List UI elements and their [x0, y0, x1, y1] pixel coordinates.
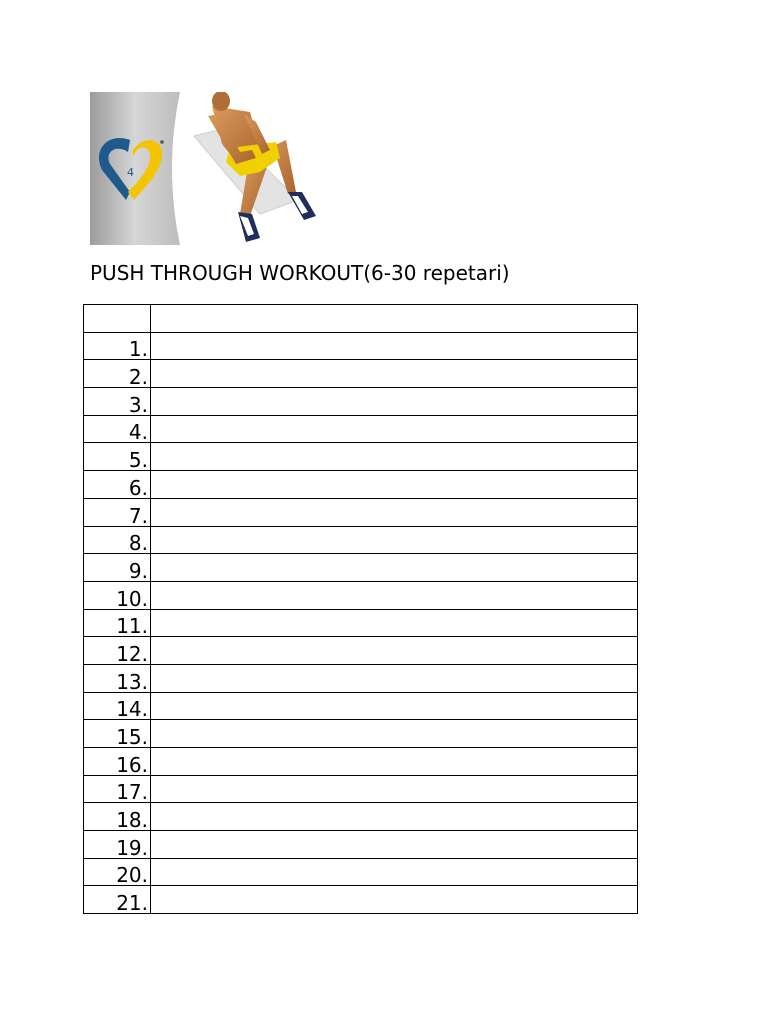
row-exercise-cell	[151, 388, 638, 416]
row-number: 17.	[84, 775, 151, 803]
seated-exercise-figure-icon	[194, 92, 316, 242]
row-exercise-cell	[151, 637, 638, 665]
row-exercise-cell	[151, 748, 638, 776]
table-row	[84, 664, 638, 692]
table-row	[84, 692, 638, 720]
table-row	[84, 360, 638, 388]
document-title: PUSH THROUGH WORKOUT(6-30 repetari)	[90, 261, 510, 285]
row-number: 10.	[84, 581, 151, 609]
table-row	[84, 471, 638, 499]
row-number: 4.	[84, 415, 151, 443]
row-exercise-cell	[151, 498, 638, 526]
table-row	[84, 609, 638, 637]
row-number: 5.	[84, 443, 151, 471]
row-exercise-cell	[151, 415, 638, 443]
row-exercise-cell	[151, 471, 638, 499]
table-row	[84, 886, 638, 914]
row-exercise-cell	[151, 360, 638, 388]
row-number: 21.	[84, 886, 151, 914]
header-image	[90, 92, 340, 245]
table-row	[84, 498, 638, 526]
row-number: 20.	[84, 858, 151, 886]
row-number: 13.	[84, 664, 151, 692]
row-number: 8.	[84, 526, 151, 554]
row-number: 1.	[84, 332, 151, 360]
workout-table	[83, 304, 638, 914]
row-number: 14.	[84, 692, 151, 720]
row-number: 6.	[84, 471, 151, 499]
table-row	[84, 720, 638, 748]
row-exercise-cell	[151, 332, 638, 360]
row-number: 9.	[84, 554, 151, 582]
row-exercise-cell	[151, 720, 638, 748]
row-number: 12.	[84, 637, 151, 665]
row-number: 3.	[84, 388, 151, 416]
table-row	[84, 748, 638, 776]
row-exercise-cell	[151, 692, 638, 720]
table-row	[84, 526, 638, 554]
table-row	[84, 332, 638, 360]
row-exercise-cell	[151, 609, 638, 637]
table-header-cell-exercise	[151, 305, 638, 333]
row-exercise-cell	[151, 554, 638, 582]
svg-text:4: 4	[127, 166, 134, 179]
row-exercise-cell	[151, 775, 638, 803]
table-row	[84, 858, 638, 886]
table-row	[84, 775, 638, 803]
row-exercise-cell	[151, 443, 638, 471]
row-exercise-cell	[151, 803, 638, 831]
row-exercise-cell	[151, 858, 638, 886]
table-header-row	[84, 305, 638, 333]
table-row	[84, 803, 638, 831]
table-row	[84, 554, 638, 582]
table-row	[84, 388, 638, 416]
table-row	[84, 443, 638, 471]
table-row	[84, 415, 638, 443]
row-exercise-cell	[151, 831, 638, 859]
table-row	[84, 831, 638, 859]
table-row	[84, 581, 638, 609]
row-exercise-cell	[151, 526, 638, 554]
row-number: 16.	[84, 748, 151, 776]
row-exercise-cell	[151, 886, 638, 914]
row-exercise-cell	[151, 581, 638, 609]
row-number: 11.	[84, 609, 151, 637]
table-row	[84, 637, 638, 665]
row-number: 19.	[84, 831, 151, 859]
row-number: 15.	[84, 720, 151, 748]
row-number: 18.	[84, 803, 151, 831]
row-exercise-cell	[151, 664, 638, 692]
table-header-cell-number	[84, 305, 151, 333]
row-number: 2.	[84, 360, 151, 388]
row-number: 7.	[84, 498, 151, 526]
